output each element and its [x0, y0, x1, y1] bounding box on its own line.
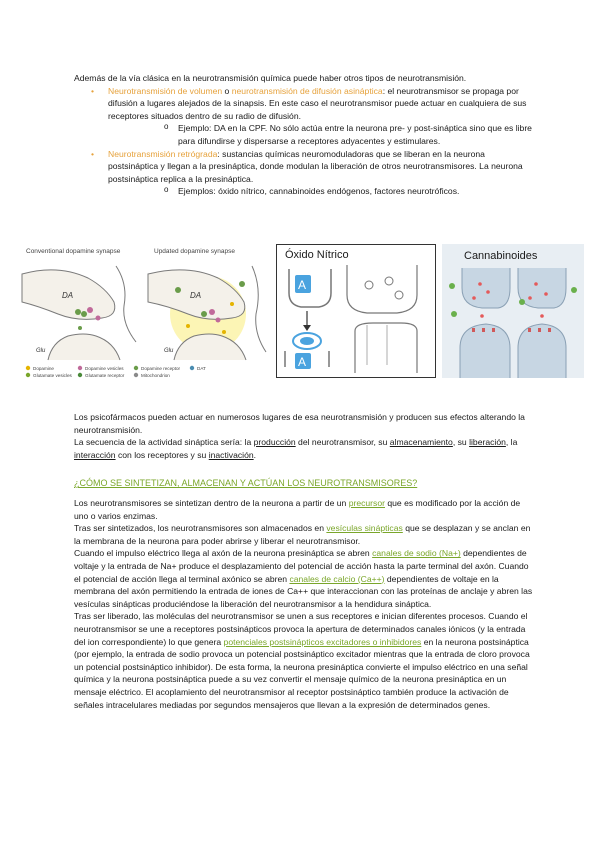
figures-row — [18, 244, 584, 378]
svg-text:Dopamine: Dopamine — [33, 366, 54, 371]
body-paragraph-synthesis: Los neurotransmisores se sintetizan dentro de la neurona a partir de un precursor que es modificado por la acción de uno o varios enzimas. — [74, 498, 521, 521]
list-item: • Neurotransmisión retrógrada: sustancias químicas neuromoduladoras que se liberan en la neurona postsináptica y llegan a la presináptica, donde modulan la liberación de otros neurotransmisores. La neurona postsináptica replica a la presináptica. o Ejemplos: óxido nítrico, cannabinoides endógenos, factores neurotróficos. — [74, 148, 534, 198]
svg-text:Mitochondrion: Mitochondrion — [141, 373, 170, 378]
glu-label-left: Glu — [36, 348, 46, 354]
dopamine-synapse-figure — [18, 244, 270, 378]
synaptic-sequence-paragraph: La secuencia de la actividad sináptica sería: la producción del neurotransmisor, su almacenamiento, su liberación, la interacción con los receptores y su inactivación. — [74, 437, 518, 460]
updated-title: Updated dopamine synapse — [154, 248, 235, 255]
synthesis-heading: ¿CÓMO SE SINTETIZAN, ALMACENAN Y ACTÚAN LOS NEUROTRANSMISORES? — [74, 478, 418, 488]
body-paragraph-storage: Tras ser sintetizados, los neurotransmisores son almacenados en vesículas sinápticas que se desplazan y se anclan en la membrana de la neurona para poder abrirse y liberar el neurotransmisor. — [74, 523, 531, 546]
precursor-link: precursor — [348, 498, 385, 508]
calcium-channels-link: canales de calcio (Ca++) — [289, 573, 385, 584]
da-label-left: DA — [62, 291, 74, 300]
dopamine-synapse-diagram — [18, 244, 270, 378]
psicofarmacos-paragraph: Los psicofármacos pueden actuar en numerosos lugares de esa neurotransmisión y producen sus efectos alterando la neurotransmisión. — [74, 412, 525, 435]
vesicles-link: vesículas sinápticas — [326, 523, 403, 534]
neurotransmission-types-list — [74, 85, 534, 198]
nitric-oxide-title: Óxido Nítrico — [285, 249, 349, 261]
svg-text:DAT: DAT — [197, 366, 206, 371]
asynaptic-diffusion-term: neurotransmisión de difusión asináptica — [231, 85, 383, 96]
nitric-oxide-diagram — [277, 245, 435, 377]
psychopharmacology-section — [74, 411, 534, 461]
nitric-oxide-figure — [276, 244, 436, 378]
svg-text:Glutamate vesicles: Glutamate vesicles — [33, 373, 72, 378]
synthesis-body — [74, 497, 534, 711]
svg-text:A: A — [298, 278, 307, 292]
produccion-term: producción — [253, 437, 296, 448]
inactivacion-term: inactivación — [208, 449, 254, 460]
cannabinoids-figure — [442, 244, 584, 378]
intro-paragraph: Además de la vía clásica en la neurotransmisión química puede haber otros tipos de neurotransmisión. — [74, 73, 467, 83]
intro-section — [74, 72, 534, 198]
body-paragraph-action: Tras ser liberado, las moléculas del neurotransmisor se unen a sus receptores e inician diferentes procesos. Cuando el neurotransmisor se une a receptores postsinápticos provoca la apertura de determinados canales iónicos (y la entrada del ion correspondiente) lo que genera potenciales postsinápticos excitadores o inhibidores en la neurona postsináptica (por ejemplo, la entrada de sodio provoca un potencial postsináptico excitador mientras que la entrada de cloro provoca un potencial postsináptico inhibidor). De esta forma, la neurona presináptica convierte el impulso eléctrico en una señal química y la neurona postsináptica puede a su vez convertir el mensaje químico de la neurona presináptica en un mensaje eléctrico. El acoplamiento del neurotransmisor al receptor postsináptico también produce la activación de señales intracelulares mediadas por segundos mensajeros que llevan a la expresión de determinados genes. — [74, 611, 530, 710]
almacenamiento-term: almacenamiento — [389, 437, 453, 448]
svg-text:Glutamate receptor: Glutamate receptor — [85, 373, 125, 378]
list-item: • Neurotransmisión de volumen o neurotransmisión de difusión asináptica: el neurotransmisor se propaga por difusión a lugares alejados de la sinapsis. En este caso el neurotransmisor puede actuar en cualquiera de sus receptores situados dentro de su radio de difusión. o Ejemplo: DA en la CPF. No sólo actúa entre la neurona pre- y post-sináptica sino que es libre para difundirse y dispersarse a receptores adyacentes y estimulares. — [74, 85, 534, 148]
cannabinoids-title: Cannabinoides — [464, 250, 538, 262]
volume-transmission-term: Neurotransmisión de volumen — [108, 85, 223, 96]
retrograde-transmission-term: Neurotransmisión retrógrada — [108, 148, 218, 159]
interaccion-term: interacción — [74, 449, 116, 460]
svg-text:Dopamine vesicles: Dopamine vesicles — [85, 366, 124, 371]
body-paragraph-release: Cuando el impulso eléctrico llega al axón de la neurona presináptica se abren canales de sodio (Na+) dependientes de voltaje y la entrada de Na+ produce el desplazamiento del potencial de acción hasta la parte terminal del axón. Cuando el potencial de acción llega al terminal axónico se abren canales de calcio (Ca++) dependientes de voltaje en la membrana del axón permitiendo la entrada de iones de Ca++ que interaccionan con las proteínas de anclaje y abren las vesículas sinápticas produciéndose la liberación del neurotransmisor a la hendidura sináptica. — [74, 548, 533, 609]
glu-label-right: Glu — [164, 348, 174, 354]
liberacion-term: liberación — [469, 437, 506, 448]
section-heading — [74, 477, 534, 490]
postsynaptic-potentials-link: potenciales postsinápticos excitadores o inhibidores — [223, 636, 422, 647]
cannabinoids-diagram — [442, 244, 584, 378]
sub-list-item: o Ejemplo: DA en la CPF. No sólo actúa entre la neurona pre- y post-sináptica sino que es libre para difundirse y dispersarse a receptores adyacentes y estimulares. — [108, 122, 534, 147]
conventional-title: Conventional dopamine synapse — [26, 248, 121, 255]
svg-text:A: A — [298, 355, 307, 369]
svg-text:Dopamine receptor: Dopamine receptor — [141, 366, 181, 371]
da-label-right: DA — [190, 291, 202, 300]
sub-list-item: o Ejemplos: óxido nítrico, cannabinoides endógenos, factores neurotróficos. — [108, 185, 534, 198]
sodium-channels-link: canales de sodio (Na+) — [372, 548, 461, 559]
